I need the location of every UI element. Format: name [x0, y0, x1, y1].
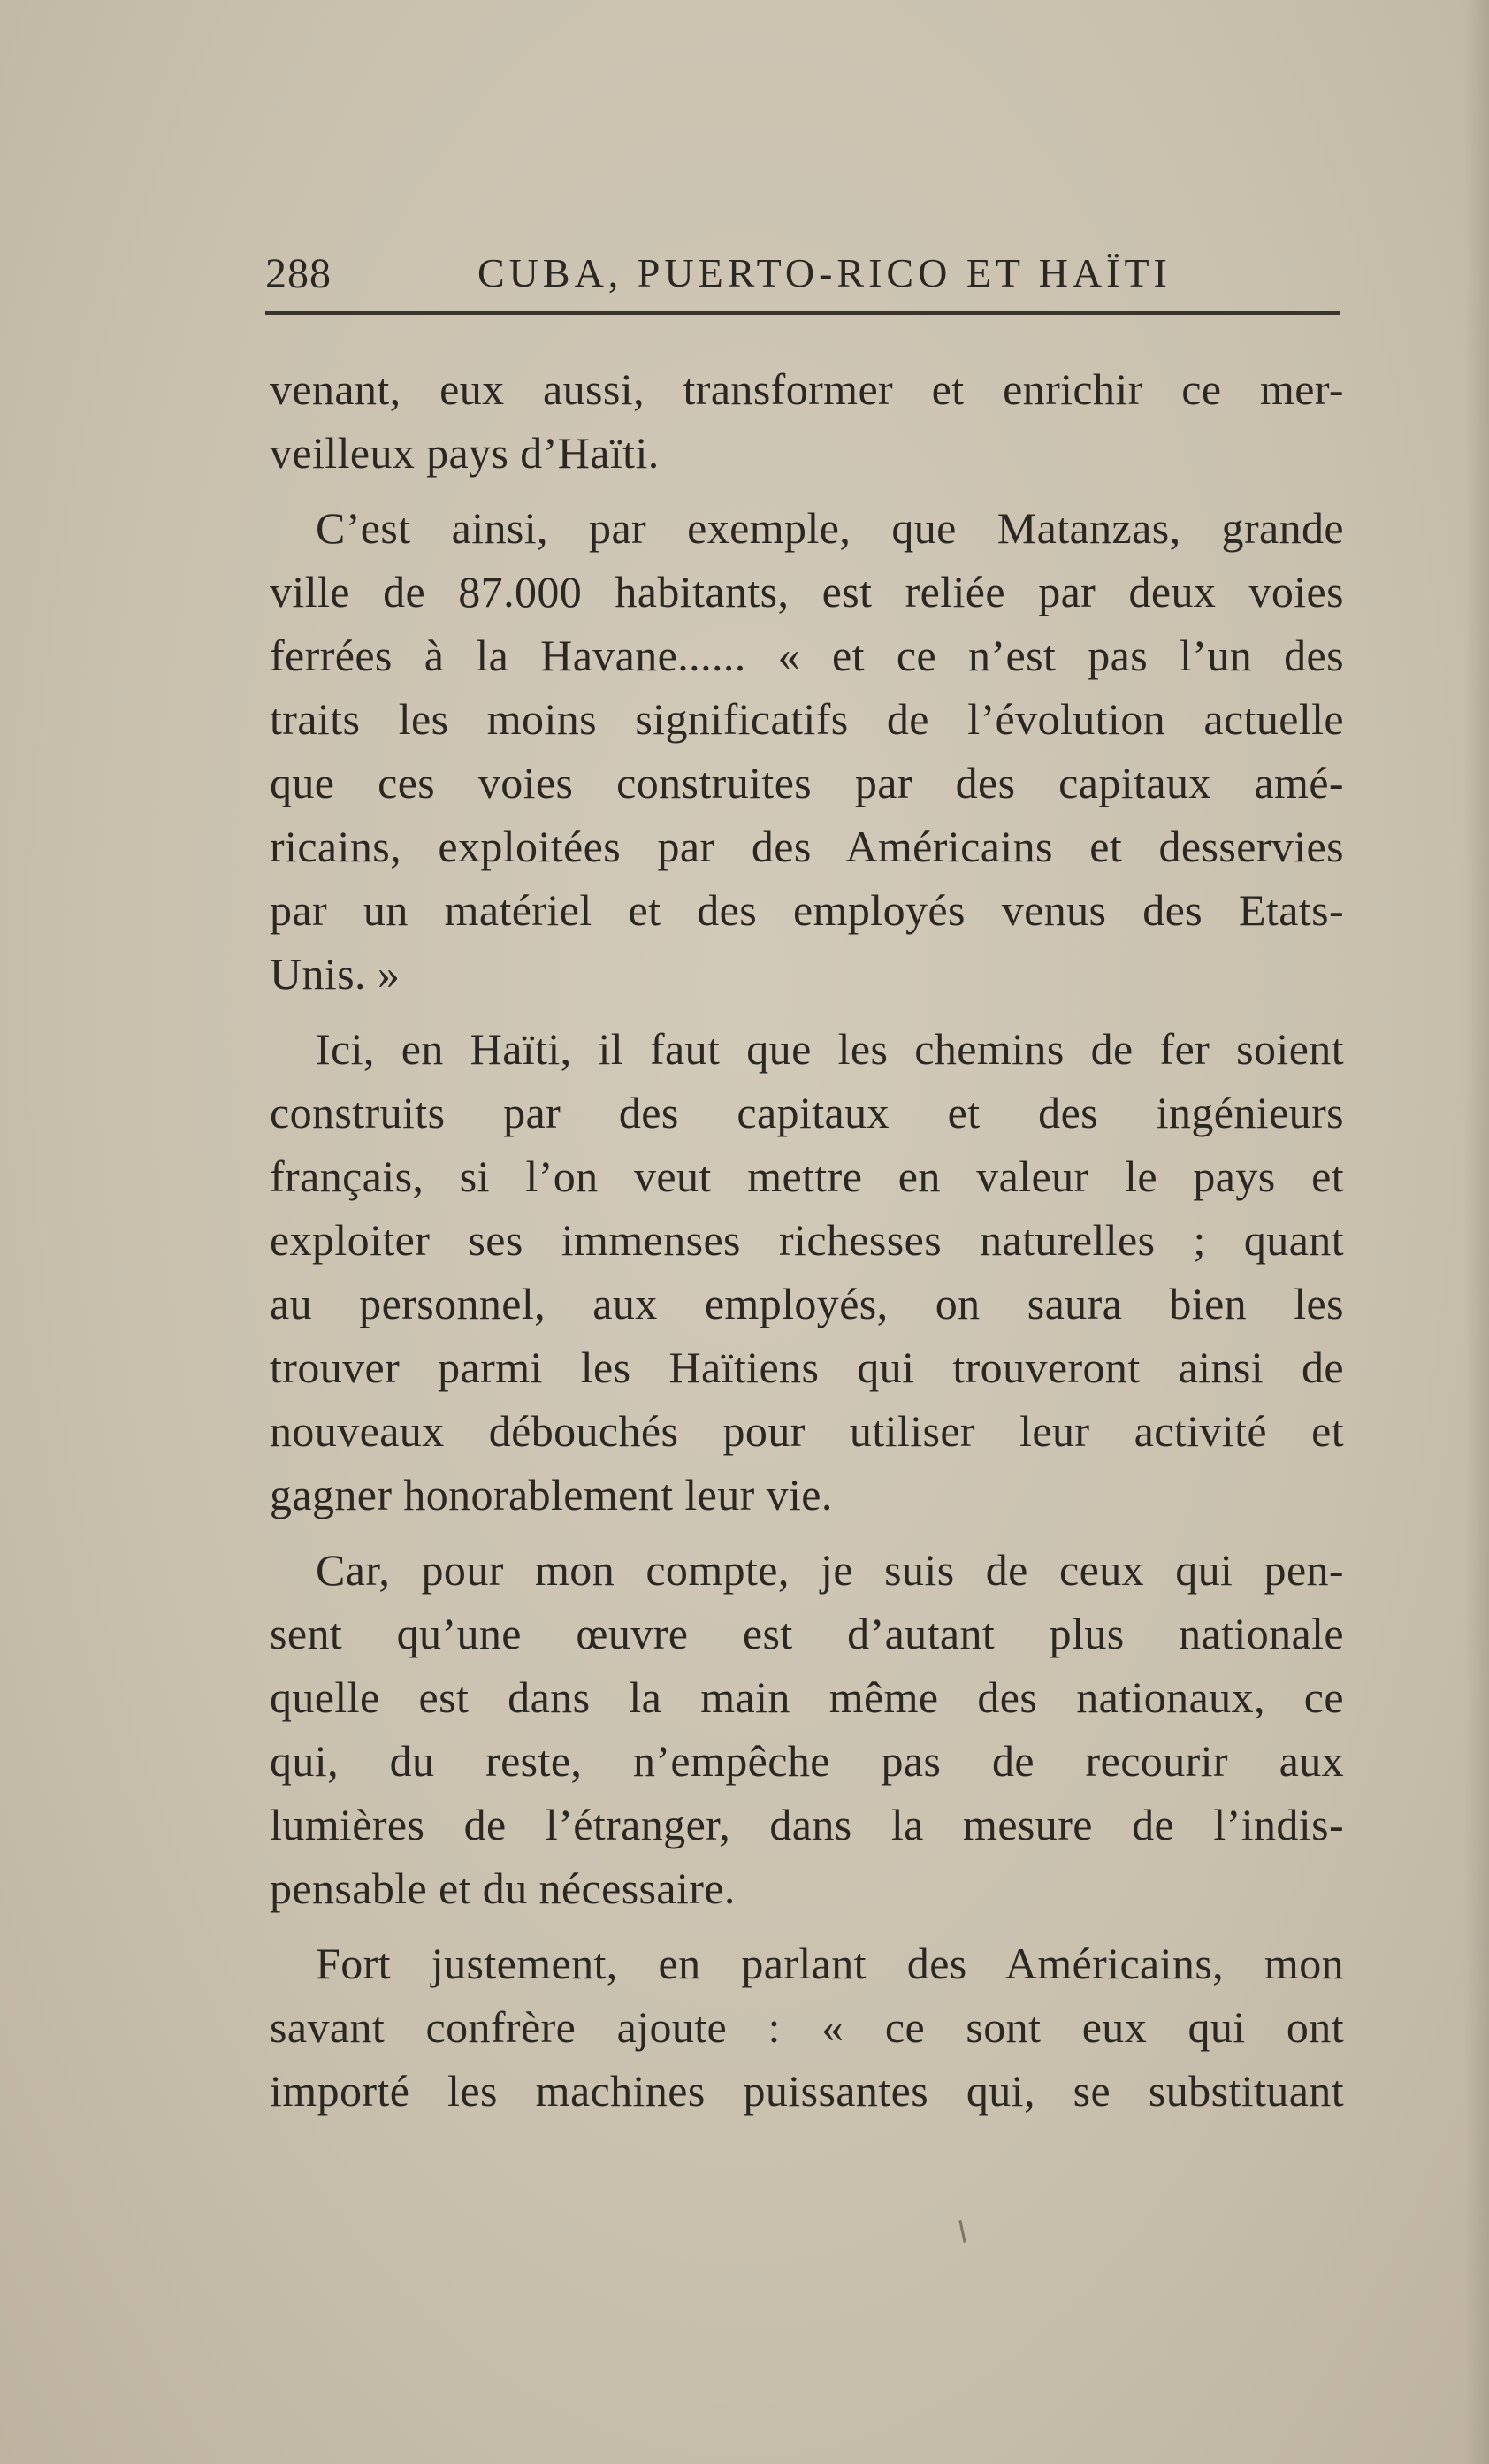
text-line: ville de 87.000 habitants, est reliée par deux voies [270, 567, 1344, 616]
text-line: trouver parmi les Haïtiens qui trouveront ainsi de [270, 1343, 1344, 1392]
paragraph [270, 496, 1344, 1006]
text-line: exploiter ses immenses richesses naturelles ; quant [270, 1215, 1344, 1265]
text-line: importé les machines puissantes qui, se substituant [270, 2066, 1344, 2116]
text-line: nouveaux débouchés pour utiliser leur activité et [270, 1406, 1344, 1456]
text-line: construits par des capitaux et des ingénieurs [270, 1088, 1344, 1137]
text-line: C’est ainsi, par exemple, que Matanzas, grande [316, 503, 1344, 553]
text-line: gagner honorablement leur vie. [270, 1470, 833, 1519]
page-number: 288 [265, 250, 332, 297]
paragraph [270, 357, 1344, 485]
running-title: CUBA, PUERTO-RICO ET HAÏTI [477, 250, 1172, 295]
text-line: quelle est dans la main même des nationaux, ce [270, 1672, 1344, 1722]
text-line: ricains, exploitées par des Américains et desservies [270, 822, 1344, 871]
ink-speck [958, 2220, 966, 2243]
text-line: ferrées à la Havane...... « et ce n’est pas l’un des [270, 631, 1344, 680]
text-line: au personnel, aux employés, on saura bien les [270, 1279, 1344, 1328]
text-line: qui, du reste, n’empêche pas de recourir aux [270, 1736, 1344, 1786]
paragraph [270, 1538, 1344, 1920]
paragraph [270, 1932, 1344, 2123]
body-text [270, 357, 1344, 2123]
text-line: Car, pour mon compte, je suis de ceux qui pen- [316, 1545, 1344, 1595]
text-line: pensable et du nécessaire. [270, 1863, 736, 1913]
text-line: par un matériel et des employés venus des Etats- [270, 885, 1344, 935]
header-rule [265, 311, 1340, 315]
text-line: que ces voies construites par des capitaux amé- [270, 758, 1344, 807]
text-line: Fort justement, en parlant des Américains, mon [316, 1939, 1344, 1988]
running-header [265, 249, 1317, 302]
text-line: français, si l’on veut mettre en valeur le pays et [270, 1152, 1344, 1201]
text-line: traits les moins significatifs de l’évolution actuelle [270, 694, 1344, 744]
page-edge-shadow [1464, 0, 1489, 2464]
text-line: venant, eux aussi, transformer et enrichir ce mer- [270, 364, 1344, 414]
text-line: veilleux pays d’Haïti. [270, 428, 660, 478]
text-line: lumières de l’étranger, dans la mesure de l’indis- [270, 1800, 1344, 1849]
text-line: sent qu’une œuvre est d’autant plus nationale [270, 1609, 1344, 1658]
text-line: Ici, en Haïti, il faut que les chemins de fer soient [316, 1024, 1344, 1074]
text-line: savant confrère ajoute : « ce sont eux qui ont [270, 2002, 1344, 2052]
paragraph [270, 1017, 1344, 1527]
text-line: Unis. » [270, 949, 401, 999]
